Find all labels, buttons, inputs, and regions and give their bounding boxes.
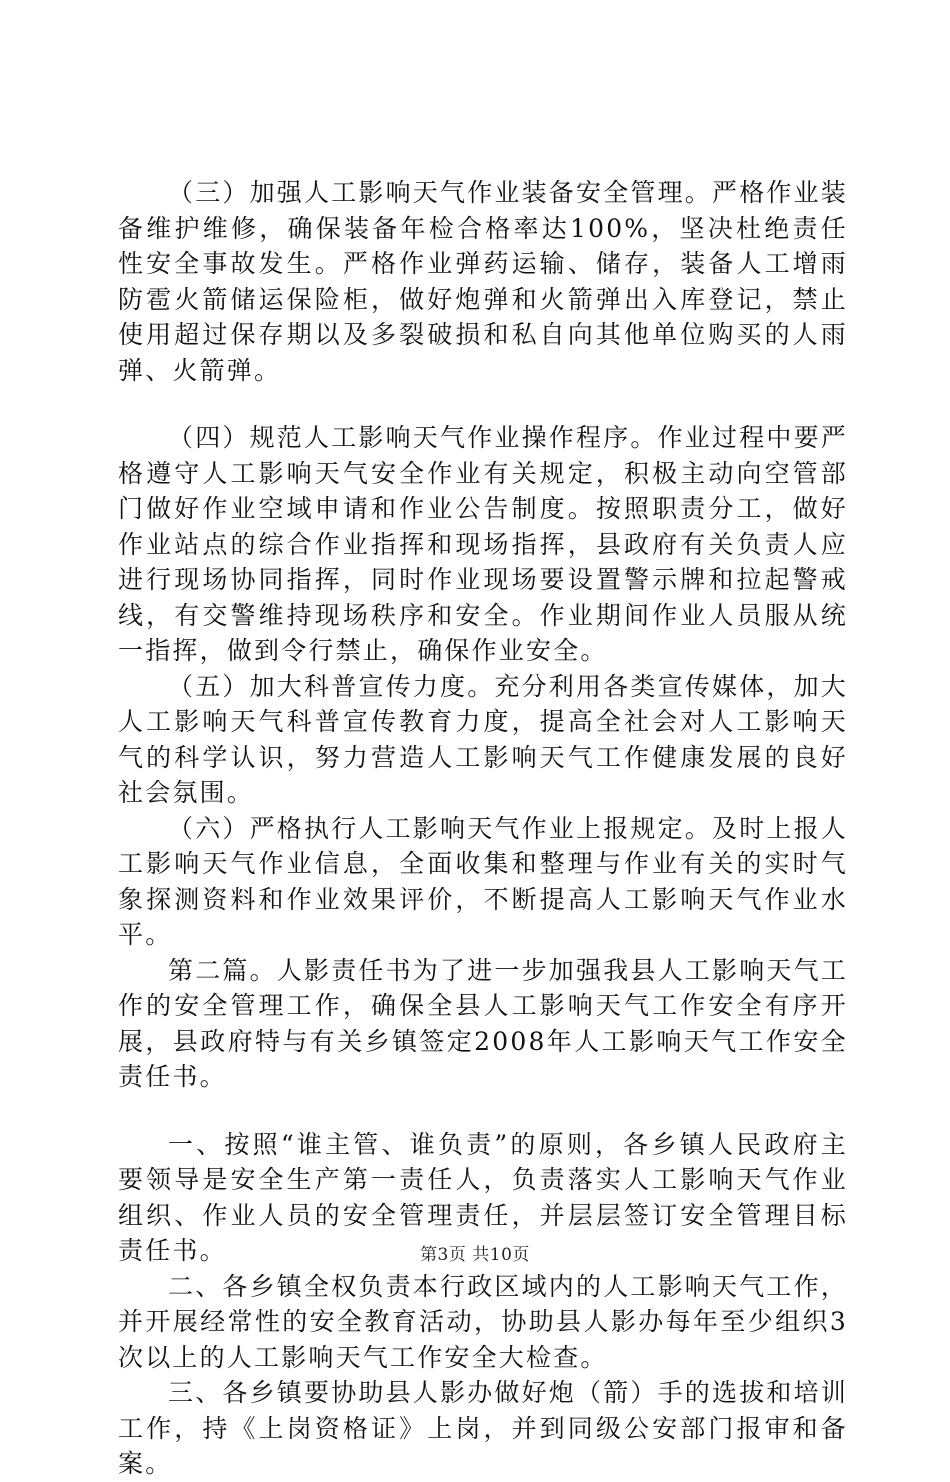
paragraph-second-chapter: 第二篇。人影责任书为了进一步加强我县人工影响天气工作的安全管理工作，确保全县人工影响天气工作安全有序开展，县政府特与有关乡镇签定2008年人工影响天气工作安全责任书。 bbox=[118, 955, 849, 1091]
page-number-footer: 第3页 共10页 bbox=[420, 1245, 530, 1265]
paragraph-responsibility-two: 二、各乡镇全权负责本行政区域内的人工影响天气工作，并开展经常性的安全教育活动，协助县人影办每年至少组织3次以上的人工影响天气工作安全大检查。 bbox=[118, 1271, 849, 1372]
paragraph-operation-procedure: （四）规范人工影响天气作业操作程序。作业过程中要严格遵守人工影响天气安全作业有关规定，积极主动向空管部门做好作业空域申请和作业公告制度。按照职责分工，做好作业站点的综合作业指挥和现场指挥，县政府有关负责人应进行现场协同指挥，同时作业现场要设置警示牌和拉起警戒线，有交警维持现场秩序和安全。作业期间作业人员服从统一指挥，做到令行禁止，确保作业安全。 bbox=[118, 423, 849, 665]
paragraph-science-publicity: （五）加大科普宣传力度。充分利用各类宣传媒体，加大人工影响天气科普宣传教育力度，提高全社会对人工影响天气的科学认识，努力营造人工影响天气工作健康发展的良好社会氛围。 bbox=[118, 671, 849, 807]
paragraph-gap bbox=[118, 388, 848, 420]
paragraph-responsibility-three: 三、各乡镇要协助县人影办做好炮（箭）手的选拔和培训工作，持《上岗资格证》上岗，并到同级公安部门报审和备案。 bbox=[118, 1378, 849, 1478]
paragraph-gap bbox=[118, 1095, 848, 1127]
paragraph-responsibility-one: 一、按照“谁主管、谁负责”的原则，各乡镇人民政府主要领导是安全生产第一责任人，负责落实人工影响天气作业组织、作业人员的安全管理责任，并层层签订安全管理目标责任书。 bbox=[118, 1129, 848, 1265]
document-body bbox=[118, 175, 848, 1482]
paragraph-equipment-safety: （三）加强人工影响天气作业装备安全管理。严格作业装备维护维修，确保装备年检合格率达100%，坚决杜绝责任性安全事故发生。严格作业弹药运输、储存，装备人工增雨防雹火箭储运保险柜，做好炮弹和火箭弹出入库登记，禁止使用超过保存期以及多裂破损和私自向其他单位购买的人雨弹、火箭弹。 bbox=[118, 178, 849, 385]
paragraph-reporting-rules: （六）严格执行人工影响天气作业上报规定。及时上报人工影响天气作业信息，全面收集和整理与作业有关的实时气象探测资料和作业效果评价，不断提高人工影响天气作业水平。 bbox=[118, 813, 849, 949]
